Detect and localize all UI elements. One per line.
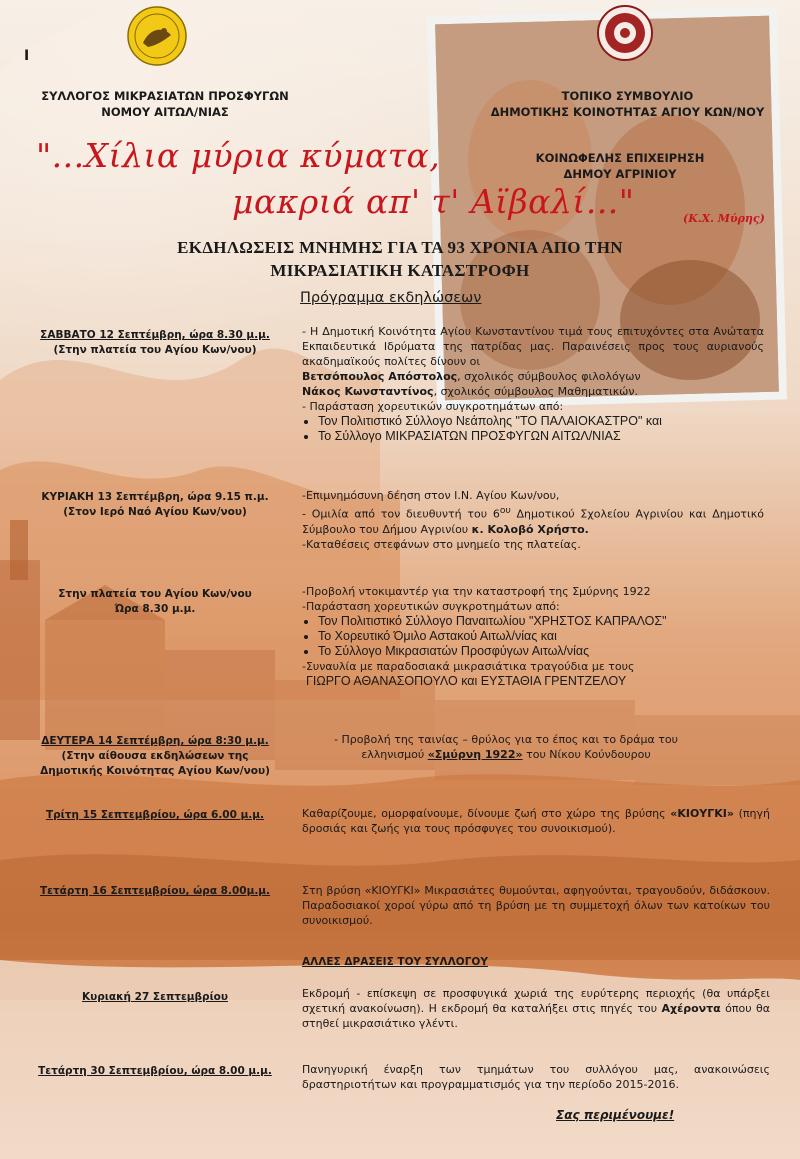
event1-dance-group2: • Το Σύλλογο ΜΙΚΡΑΣΙΑΤΩΝ ΠΡΟΣΦΥΓΩΝ ΑΙΤΩΛ/ΝΙΑΣ [318, 429, 764, 444]
right-org-line1: ΤΟΠΙΚΟ ΣΥΜΒΟΥΛΙΟ [561, 89, 694, 103]
event3-dance-group3: • Το Σύλλογο Μικρασιατών Προσφύγων Αιτωλ/νίας [318, 644, 782, 659]
event2-speech-b: Δημοτικού Σχολείου Αγρινίου και Δημοτικό Σύμβουλο του Δήμου Αγρινίου [302, 507, 764, 536]
association-logo-icon [126, 5, 188, 67]
right-org2-line2: ΔΗΜΟΥ ΑΓΡΙΝΙΟΥ [563, 167, 677, 181]
closing-text: Σας περιμένουμε! [556, 1108, 675, 1122]
event4-place1: (Στην αίθουσα εκδηλώσεων της [61, 750, 249, 762]
event1-dance-group1: • Τον Πολιτιστικό Σύλλογο Νεάπολης "ΤΟ ΠΑΛΑΙΟΚΑΣΤΡΟ" και [318, 414, 764, 429]
event1-dance-intro: - Παράσταση χορευτικών συγκροτημάτων από: [302, 400, 564, 413]
event8-date [10, 1064, 300, 1079]
event3-documentary: -Προβολή ντοκιμαντέρ για την καταστροφή της Σμύρνης 1922 [302, 585, 651, 598]
event5-text2: (πηγή δροσιάς και ζωής για τους πρόσφυγες του συνοικισμού). [302, 807, 770, 835]
event3-concert: -Συναυλία με παραδοσιακά μικρασιάτικα τραγούδια με τους [302, 660, 635, 673]
event2-date [10, 490, 300, 520]
event6-date [10, 884, 300, 899]
event5-fountain: «ΚΙΟΥΓΚΙ» [670, 807, 734, 820]
right-organization [455, 88, 800, 120]
event2-date-text: ΚΥΡΙΑΚΗ 13 Σεπτέμβρη, ώρα 9.15 π.μ. [41, 491, 269, 503]
event2-description [302, 488, 764, 552]
event1-speaker2: Νάκος Κωνσταντίνος [302, 385, 434, 398]
event7-date [10, 990, 300, 1005]
left-organization [0, 88, 330, 120]
left-org-line2: ΝΟΜΟΥ ΑΙΤΩΛ/ΝΙΑΣ [101, 105, 229, 119]
event1-date-text: ΣΑΒΒΑΤΟ 12 Σεπτέμβρη, ώρα 8.30 μ.μ. [40, 329, 270, 341]
left-org-line1: ΣΥΛΛΟΓΟΣ ΜΙΚΡΑΣΙΑΤΩΝ ΠΡΟΣΦΥΓΩΝ [41, 89, 289, 103]
event6-date-text: Τετάρτη 16 Σεπτεμβρίου, ώρα 8.00μ.μ. [39, 885, 271, 897]
heading-line1: ΕΚΔΗΛΩΣΕΙΣ ΜΝΗΜΗΣ ΓΙΑ ΤΑ 93 ΧΡΟΝΙΑ ΑΠΟ ΤΗΝ [177, 238, 623, 257]
event3-dance-group1: • Τον Πολιτιστικό Σύλλογο Παναιτωλίου "ΧΡΗΣΤΟΣ ΚΑΠΡΑΛΟΣ" [318, 614, 782, 629]
event3-dance-intro: -Παράσταση χορευτικών συγκροτημάτων από: [302, 600, 560, 613]
event6-description: Στη βρύση «ΚΙΟΥΓΚΙ» Μικρασιάτες θυμούνται, αφηγούνται, τραγουδούν, διδάσκουν. Παραδοσιακοί χοροί γύρω από τη βρύση με τη συμμετοχή όλων των κατοίκων του συνοικισμού. [302, 884, 770, 927]
event4-description [306, 732, 706, 762]
event2-memorial: -Επιμνημόσυνη δέηση στον Ι.Ν. Αγίου Κων/νου, [302, 489, 560, 502]
event3-date [10, 587, 300, 617]
municipality-seal-icon [596, 4, 654, 62]
event1-speaker2-role: , σχολικός σύμβουλος Μαθηματικών. [433, 385, 639, 398]
corner-mark: I [24, 48, 30, 64]
event7-text1: Εκδρομή - επίσκεψη σε προσφυγικά χωριά της ευρύτερης περιοχής (θα υπάρξει σχετική ανακοίνωση). Η εκδρομή θα καταλήξει στις πηγές του [302, 987, 770, 1015]
event2-speaker: κ. Κολοβό Χρήστο. [471, 522, 589, 536]
event2-speech-a: - Ομιλία από τον διευθυντή του 6 [302, 507, 500, 521]
event4-film-intro: - Προβολή της ταινίας – θρύλος για το έπος και το δράμα του ελληνισμού [334, 733, 678, 761]
event4-date-text: ΔΕΥΤΕΡΑ 14 Σεπτέμβρη, ώρα 8:30 μ.μ. [41, 735, 269, 747]
title-line1: "...Χίλια μύρια κύματα, [36, 136, 441, 175]
event1-date [10, 328, 300, 358]
event8-description: Πανηγυρική έναρξη των τμημάτων του συλλόγου μας, ανακοινώσεις δραστηριοτήτων και προγραμματισμός για την περίοδο 2015-2016. [302, 1063, 770, 1091]
event7-place: Αχέροντα [661, 1002, 721, 1015]
event8-date-text: Τετάρτη 30 Σεπτεμβρίου, ώρα 8.00 μ.μ. [38, 1065, 272, 1077]
event7-text2: όπου θα στηθεί μικρασιάτικο γλέντι. [302, 1002, 770, 1030]
event4-date [10, 734, 300, 779]
event3-performers: ΓΙΩΡΓΟ ΑΘΑΝΑΣΟΠΟΥΛΟ και ΕΥΣΤΑΘΙΑ ΓΡΕΝΤΖΕΛΟΥ [306, 674, 627, 688]
other-activities-heading: ΑΛΛΕΣ ΔΡΑΣΕΙΣ ΤΟΥ ΣΥΛΛΟΓΟΥ [302, 956, 488, 968]
heading-line2: ΜΙΚΡΑΣΙΑΤΙΚΗ ΚΑΤΑΣΤΡΟΦΗ [270, 261, 530, 280]
event7-date-text: Κυριακή 27 Σεπτεμβρίου [82, 991, 228, 1003]
event4-director: του Νίκου Κούνδουρου [522, 748, 651, 761]
event1-description [302, 324, 764, 444]
event4-place2: Δημοτικής Κοινότητας Αγίου Κων/νου) [40, 765, 270, 777]
event4-film-title: «Σμύρνη 1922» [427, 748, 523, 761]
event5-date-text: Τρίτη 15 Σεπτεμβρίου, ώρα 6.00 μ.μ. [45, 809, 265, 821]
event1-intro: - Η Δημοτική Κοινότητα Αγίου Κωνσταντίνου τιμά τους επιτυχόντες στα Ανώτατα Εκπαιδευτικά Ιδρύματα της πατρίδας μας. Παραινέσεις προς τους αυριανούς ακαδημαϊκούς πολίτες δίνουν οι [302, 325, 764, 368]
event3-dance-group2: • Το Χορευτικό Όμιλο Αστακού Αιτωλ/νίας και [318, 629, 782, 644]
event1-speaker1-role: , σχολικός σύμβουλος φιλολόγων [457, 370, 641, 383]
event5-text1: Καθαρίζουμε, ομορφαίνουμε, δίνουμε ζωή στο χώρο της βρύσης [302, 807, 666, 820]
event2-wreaths: -Καταθέσεις στεφάνων στο μνημείο της πλατείας. [302, 537, 581, 551]
event2-speech-sup: ου [499, 505, 511, 516]
event5-description [302, 806, 770, 836]
title-line2: μακριά απ' τ' Αϊβαλί..." [232, 182, 635, 221]
event3-time: Ώρα 8.30 μ.μ. [114, 603, 196, 615]
right-organization-2 [470, 150, 770, 182]
right-org2-line1: ΚΟΙΝΩΦΕΛΗΣ ΕΠΙΧΕΙΡΗΣΗ [535, 151, 705, 165]
event-heading [95, 236, 705, 282]
program-label: Πρόγραμμα εκδηλώσεων [300, 290, 482, 306]
event7-description [302, 986, 770, 1031]
event3-place: Στην πλατεία του Αγίου Κων/νου [58, 588, 252, 600]
right-org-line2: ΔΗΜΟΤΙΚΗΣ ΚΟΙΝΟΤΗΤΑΣ ΑΓΙΟΥ ΚΩΝ/ΝΟΥ [490, 105, 765, 119]
event2-place: (Στον Ιερό Ναό Αγίου Κων/νου) [63, 506, 247, 518]
title-author: (Κ.Χ. Μύρης) [683, 212, 765, 225]
event1-place: (Στην πλατεία του Αγίου Κων/νου) [53, 344, 257, 356]
event5-date [10, 808, 300, 823]
event1-speaker1: Βετσόπουλος Απόστολος [302, 370, 458, 383]
event3-description [302, 584, 782, 689]
